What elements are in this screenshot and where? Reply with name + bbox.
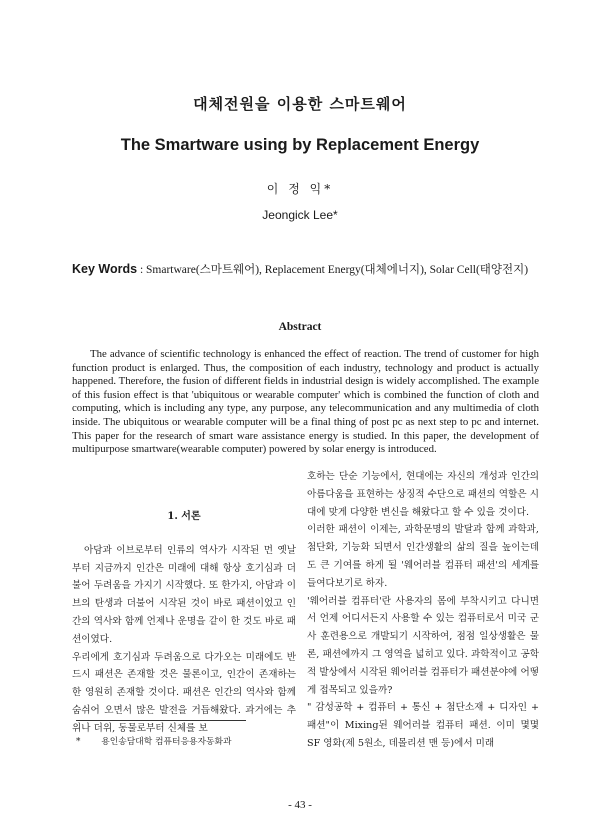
- abstract-body: [72, 348, 539, 457]
- section-heading-introduction: 1. 서론: [167, 511, 201, 522]
- page-number: - 43 -: [288, 799, 312, 811]
- body-paragraph: 아담과 이브로부터 인류의 역사가 시작된 먼 옛날부터 지금까지 인간은 미래에 대해 항상 호기심과 더불어 두려움을 가지기 시작했다. 또 한가지, 아담과 이브의 탄생과 더불어 시작된 것이 바로 패션이었고 인간의 역사와 함께 언제나 운명을 같이 한 것도 바로 패션이였다.: [72, 544, 296, 645]
- keywords-text: : Smartware(스마트웨어), Replacement Energy(대체에너지), Solar Cell(태양전지): [139, 264, 529, 276]
- right-column: [307, 468, 539, 753]
- author-name-english: Jeongick Lee*: [262, 208, 338, 222]
- left-column: [72, 508, 296, 738]
- keywords-label: Key Words: [72, 262, 138, 276]
- keywords-block: [72, 261, 540, 279]
- body-paragraph: " 감성공학 + 컴퓨터 + 통신 + 첨단소재 + 디자인 + 패션"이 Mixing된 웨어러블 컴퓨터 패션. 이미 몇몇 SF 영화(제 5원소, 데몰리션 맨 등)에서 미래: [307, 702, 539, 749]
- body-paragraph: 우리에게 호기심과 두려움으로 다가오는 미래에도 반드시 패션은 존재할 것은 물론이고, 인간이 존재하는 한 영원히 존재할 것이다. 패션은 인간의 역사와 함께 숨쉬어 오면서 많은 발전을 거듭해왔다. 과거에는 추위나 더위, 동물로부터 신체를 보: [72, 651, 296, 734]
- footnote: [76, 734, 296, 747]
- body-paragraph: '웨어러블 컴퓨터'란 사용자의 몸에 부착시키고 다니면서 언제 어디서든지 사용할 수 있는 컴퓨터로서 미국 군사 훈련용으로 개발되기 시작하여, 점점 일상생활은 물론, 패션에까지 그 영역을 넓히고 있다. 과학적이고 공학적 발상에서 시작된 웨어러블 컴퓨터가 패션분야에 어떻게 접목되고 있을까?: [307, 595, 539, 696]
- paper-title-english: The Smartware using by Replacement Energy: [120, 136, 480, 154]
- footnote-affiliation: 용인송담대학 컴퓨터응용자동화과: [101, 737, 232, 747]
- paper-title-korean: 대체전원을 이용한 스마트웨어: [193, 95, 407, 113]
- footnote-mark: *: [76, 737, 81, 747]
- body-paragraph: 이러한 패션이 이제는, 과학문명의 발달과 함께 과학과, 첨단화, 기능화 되면서 인간생활의 삶의 질을 높이는데도 큰 기여를 하게 될 '웨어러블 컴퓨터 패션'의 세계를 들여다보기로 하자.: [307, 524, 539, 589]
- abstract-heading: Abstract: [278, 321, 322, 333]
- footnote-divider: [76, 720, 246, 721]
- author-name-korean: 이 정 익*: [266, 182, 334, 196]
- body-paragraph: 호하는 단순 기능에서, 현대에는 자신의 개성과 인간의 아름다움을 표현하는 상징적 수단으로 패션의 역할은 시대에 맞게 다양한 변신을 해왔다고 할 수 있을 것이다.: [307, 471, 539, 518]
- abstract-paragraph: The advance of scientific technology is enhanced the effect of reaction. The trend of customer for high function product is enlarged. Thus, the composition of each industry, technology and product is actually happened. Therefore, the fusion of different fields in industrial design is widely accomplished. The example of this fusion effect is that 'ubiquitous or wearable computer' which is combined the function of cloth and computing, which is including any type, any purpose, any telecommunication and any multimedia of cloth inside. The ubiquitous or wearable computer will be a final thing of post pc as next step to pc and internet. This paper for the research of smart ware assistance energy is studied. In this paper, the development of multipurpose smartware(wearable computer) powered by solar energy is introduced.: [72, 348, 539, 456]
